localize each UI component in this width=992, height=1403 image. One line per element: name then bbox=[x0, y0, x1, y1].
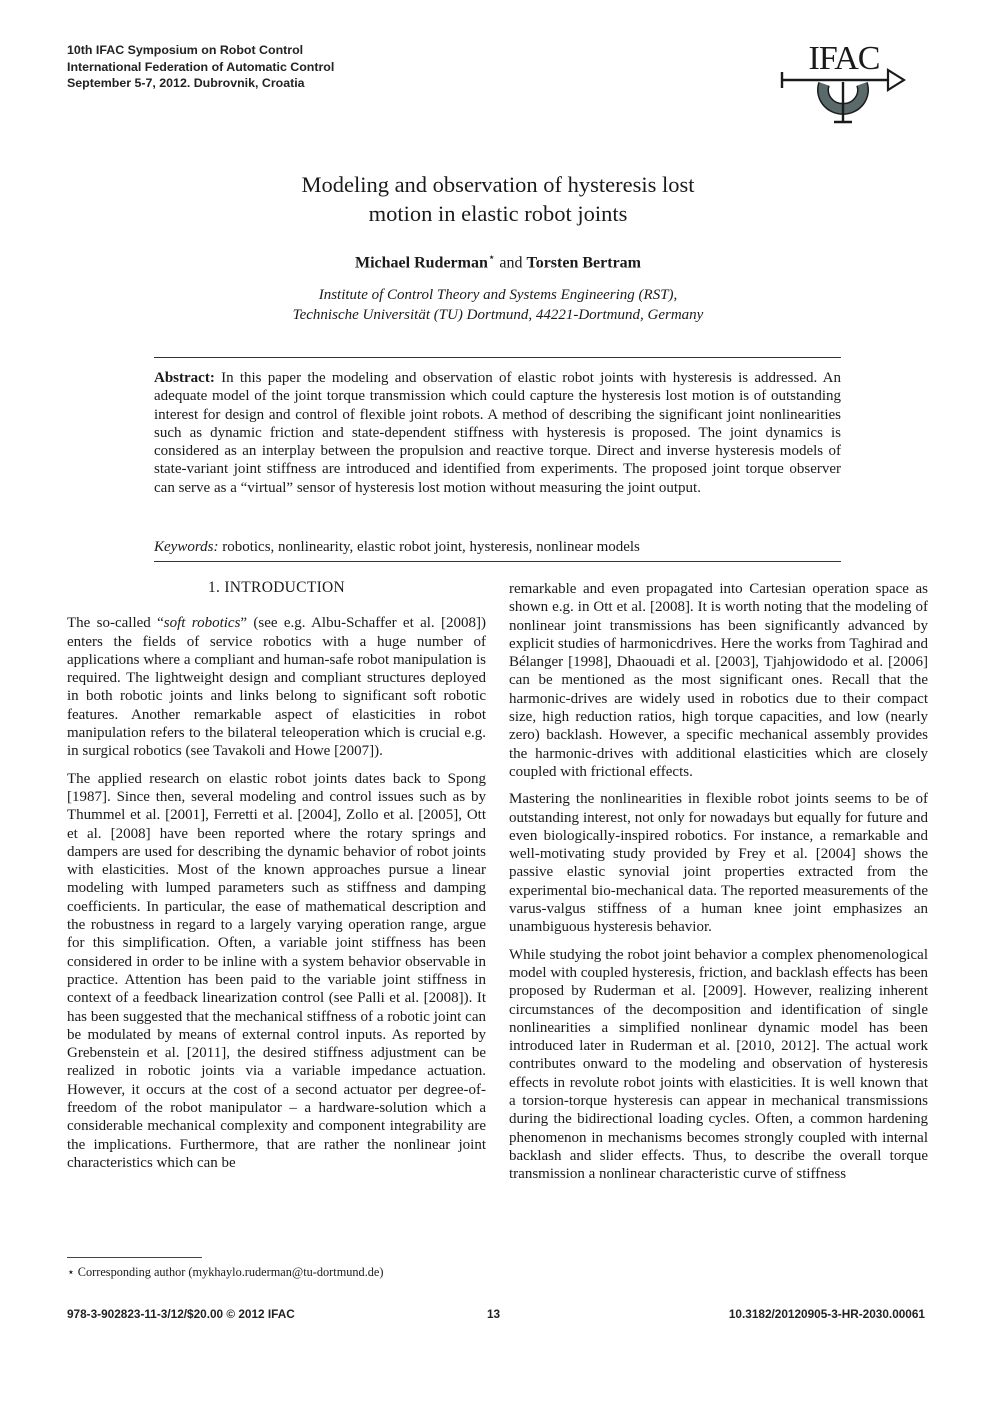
affiliation-line-1: Institute of Control Theory and Systems Engineering (RST), bbox=[318, 287, 678, 303]
author-2: Torsten Bertram bbox=[526, 254, 641, 272]
conference-header bbox=[67, 42, 334, 92]
intro-p1-emphasis: soft robotics bbox=[163, 615, 241, 632]
section-heading-introduction: 1. INTRODUCTION bbox=[207, 579, 346, 596]
affiliation-line-2: Technische Universität (TU) Dortmund, 44221-Dortmund, Germany bbox=[292, 306, 704, 323]
keywords-text: robotics, nonlinearity, elastic robot joint, hysteresis, nonlinear models bbox=[222, 539, 640, 555]
abstract-top-rule bbox=[154, 357, 841, 358]
title-line-1: Modeling and observation of hysteresis lost bbox=[301, 172, 695, 197]
page-number: 13 bbox=[487, 1307, 501, 1321]
footer-doi: 10.3182/20120905-3-HR-2030.00061 bbox=[728, 1307, 925, 1321]
author-list bbox=[150, 246, 846, 274]
abstract-label: Abstract: bbox=[154, 370, 215, 386]
author-1: Michael Ruderman bbox=[355, 254, 488, 272]
header-line-2: International Federation of Automatic Control bbox=[67, 59, 335, 74]
ifac-logo-icon bbox=[776, 38, 906, 128]
intro-paragraph-3: remarkable and even propagated into Cartesian operation space as shown e.g. in Ott et al. [2008]. It is worth noting that the modeling of nonlinear joint transmissions has been significantly advanced by explicit studies of harmonicdrives. Here the works from Taghirad and Bélanger [1998], Dhaouadi et al. [2003], Tjahjowidodo et al. [2006] can be mentioned as the most significant ones. Recall that the harmonic-drives are widely used in robotics due to their compact size, high reduction ratios, high torque capacities, and low (nearly zero) backlash. However, a specific mechanical assembly provides the harmonic-drives with additional elasticities which are closely coupled with frictional effects. bbox=[509, 581, 928, 780]
intro-paragraph-1 bbox=[67, 614, 486, 760]
abstract-bottom-rule bbox=[154, 561, 841, 562]
intro-paragraph-2: The applied research on elastic robot joints dates back to Spong [1987]. Since then, several modeling and control issues such as by Thummel et al. [2001], Ferretti et al. [2004], Zollo et al. [2005], Ott et al. [2008] have been reported where the rotary springs and dampers are used for describing the dynamic behavior of robot joints with elasticities. Most of the known approaches pursue a linear modeling with lumped parameters such as stiffness and damping coefficients. In particular, the ease of mathematical description and the robustness in regard to a largely varying operation range, argue for this simplification. Often, a variable joint stiffness has been considered in order to be inline with a system behavior observable in practice. Attention has been paid to the variable joint stiffness in context of a feedback linearization control (see Palli et al. [2008]). It has been suggested that the mechanical stiffness of a robotic joint can be modulated by means of external control inputs. As reported by Grebenstein et al. [2011], the desired stiffness adjustment can be realized in robotic joints via a variable impedance actuation. However, it occurs at the cost of a second actuator per degree-offreedom of the robot manipulator – a hardware-solution which a considerable mechanical complexity and component integrability are the implications. Furthermore, that are rather the nonlinear joint characteristics which can be bbox=[67, 770, 486, 1171]
footnote-text: Corresponding author (mykhaylo.ruderman@tu-dortmund.de) bbox=[77, 1265, 384, 1279]
abstract bbox=[154, 369, 841, 497]
intro-p1-rest: ” (see e.g. Albu-Schaffer et al. [2008]) enters the fields of service robotics with a huge number of applications where a compliant and human-safe robot manipulation is required. The lightweight design and compliant structures deployed in both robotic joints and links belong to significant soft robotic features. Another remarkable aspect of elasticities in robot manipulation refers to the bilateral teleoperation which is crucial e.g. in surgical robotics (see Tavakoli and Howe [2007]). bbox=[67, 615, 486, 760]
footer-isbn: 978-3-902823-11-3/12/$20.00 © 2012 IFAC bbox=[67, 1307, 295, 1321]
header-line-3: September 5-7, 2012. Dubrovnik, Croatia bbox=[67, 76, 305, 90]
left-column bbox=[67, 579, 486, 1181]
author-conjunction: and bbox=[499, 254, 523, 272]
ifac-logo-text: IFAC bbox=[808, 40, 880, 77]
affiliation bbox=[150, 286, 846, 325]
right-column bbox=[509, 580, 928, 1193]
paper-title bbox=[150, 170, 846, 228]
footnote-mark: ⋆ bbox=[67, 1265, 75, 1279]
title-line-2: motion in elastic robot joints bbox=[368, 201, 628, 226]
corresponding-mark: ⋆ bbox=[487, 250, 496, 264]
keywords bbox=[154, 538, 841, 556]
footnote bbox=[67, 1264, 383, 1280]
header-line-1: 10th IFAC Symposium on Robot Control bbox=[67, 43, 304, 57]
intro-p1-start: The so-called “ bbox=[67, 615, 164, 632]
footnote-rule bbox=[67, 1257, 202, 1258]
abstract-text: In this paper the modeling and observation of elastic robot joints with hysteresis is addressed. An adequate model of the joint torque transmission which could capture the hysteresis lost motion is of outstanding interest for design and control of flexible joint robots. A method of describing the significant joint nonlinearities such as dynamic friction and state-dependent stiffness with hysteresis is proposed. The joint dynamics is considered as an interplay between the propulsion and reactive torque. Direct and inverse hysteresis models of state-variant joint stiffness are introduced and identified from experiments. The proposed joint torque observer can serve as a “virtual” sensor of hysteresis lost motion without measuring the joint output. bbox=[154, 370, 842, 496]
keywords-label: Keywords: bbox=[154, 539, 219, 555]
intro-paragraph-5: While studying the robot joint behavior a complex phenomenological model with coupled hysteresis, friction, and backlash effects has been proposed by Ruderman et al. [2009]. However, realizing inherent circumstances of the decomposition and identification of single nonlinearities a simplified nonlinear dynamic model has been introduced later in Ruderman et al. [2010, 2012]. The actual work contributes onward to the modeling and observation of hysteresis effects in revolute robot joints with elasticities. It is well known that a torsion-torque hysteresis can appear in mechanical transmissions during the bidirectional loading cycles. Often, a common hardening phenomenon in mechanisms becomes strongly coupled with internal backlash and slider effects. Thus, to describe the overall torque transmission a nonlinear characteristic curve of stiffness bbox=[509, 946, 928, 1183]
intro-paragraph-4: Mastering the nonlinearities in flexible robot joints seems to be of outstanding interest, not only for nowadays but equally for future and even biologically-inspired robotics. For instance, a remarkable and well-motivating study provided by Frey et al. [2004] shows the passive elastic synovial joint properties extracted from the experimental bio-mechanical data. The reported measurements of the varus-valgus stiffness of a human knee joint emphasizes an unambiguous hysteresis behavior. bbox=[509, 791, 928, 936]
